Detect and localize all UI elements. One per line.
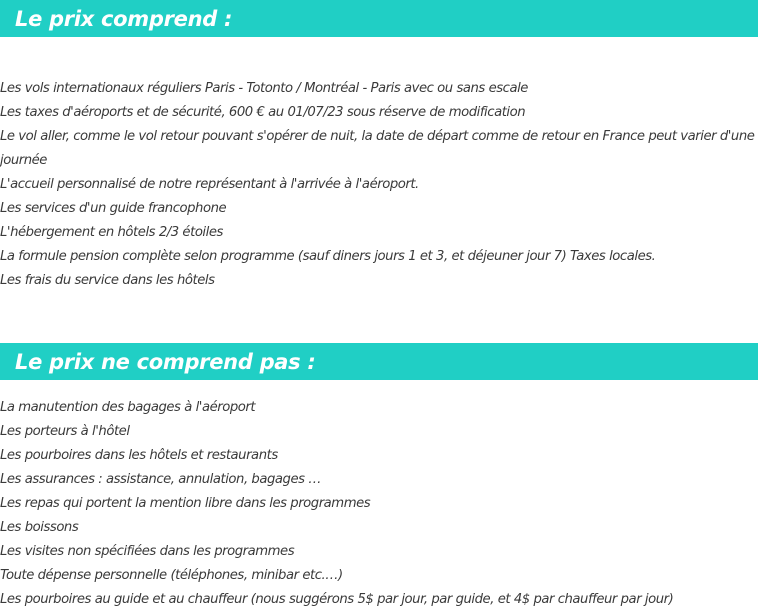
included-section-banner: [0, 0, 758, 37]
included-item: Les vols internationaux réguliers Paris - Totonto / Montréal - Paris avec ou sans escale: [0, 81, 528, 96]
included-item: L'accueil personnalisé de notre représentant à l'arrivée à l'aéroport.: [0, 177, 419, 192]
included-section-heading: Le prix comprend :: [15, 6, 233, 31]
excluded-section-banner: [0, 343, 758, 380]
included-item: Les services d'un guide francophone: [0, 201, 227, 216]
excluded-section-heading: Le prix ne comprend pas :: [15, 349, 316, 374]
included-item: La formule pension complète selon programme (sauf diners jours 1 et 3, et déjeuner jour 7) Taxes locales.: [0, 249, 656, 264]
excluded-item: La manutention des bagages à l'aéroport: [0, 400, 256, 415]
excluded-item: Les pourboires dans les hôtels et restaurants: [0, 448, 278, 463]
included-item: Les taxes d'aéroports et de sécurité, 600 € au 01/07/23 sous réserve de modification: [0, 105, 526, 120]
excluded-items-list: [0, 396, 758, 612]
excluded-item: Les porteurs à l'hôtel: [0, 424, 130, 439]
excluded-item: Les visites non spécifiées dans les programmes: [0, 544, 295, 559]
included-item: Le vol aller, comme le vol retour pouvant s'opérer de nuit, la date de départ comme de retour en France peut varier d'une journée: [0, 129, 755, 168]
excluded-item: Les repas qui portent la mention libre dans les programmes: [0, 496, 371, 511]
included-item: Les frais du service dans les hôtels: [0, 273, 215, 288]
excluded-item: Toute dépense personnelle (téléphones, minibar etc.…): [0, 568, 343, 583]
excluded-item: Les pourboires au guide et au chauffeur (nous suggérons 5$ par jour, par guide, et 4$ par chauffeur par jour): [0, 592, 674, 607]
excluded-item: Les boissons: [0, 520, 79, 535]
included-item: L'hébergement en hôtels 2/3 étoiles: [0, 225, 223, 240]
included-items-list: [0, 77, 758, 293]
excluded-item: Les assurances : assistance, annulation, bagages …: [0, 472, 322, 487]
